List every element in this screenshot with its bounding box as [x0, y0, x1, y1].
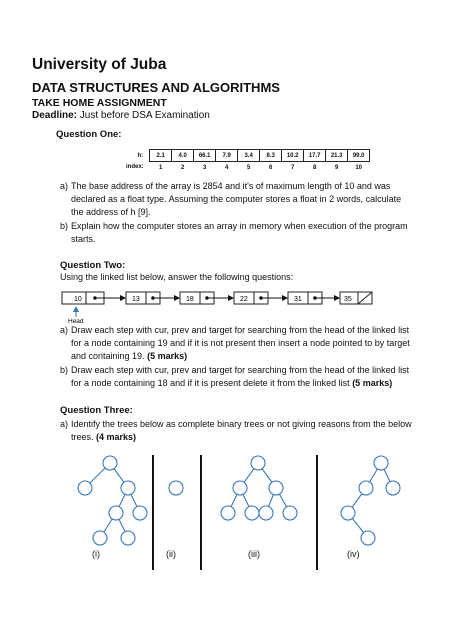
tree-label-iv: (iv): [347, 549, 360, 559]
tree-iii: [221, 456, 297, 520]
part-label: b): [60, 221, 69, 231]
part-marks: (4 marks): [96, 432, 137, 442]
index-cell: 7: [291, 164, 295, 171]
array-cell: 7.9: [216, 150, 238, 162]
part-label: b): [60, 365, 69, 375]
node-4: [234, 292, 268, 304]
tree-label-i: (i): [92, 549, 100, 559]
q1-title: Question One:: [56, 129, 122, 140]
tree-label-ii: (ii): [166, 549, 176, 559]
part-text: Draw each step with cur, prev and target for searching from the head of the linked list for a node containing 19 and if it is not present then insert a node pointed to by target and containing 19.: [71, 325, 410, 361]
node-value: 35: [344, 296, 352, 303]
course-title: DATA STRUCTURES AND ALGORITHMS: [32, 80, 280, 95]
tree-ii: [169, 481, 183, 495]
head-label: Head: [68, 318, 84, 325]
index-label: index:: [126, 164, 144, 171]
part-text: Draw each step with cur, prev and target for searching from the head of the linked list for a node containing 18 and if it is present delete it from the linked list: [71, 365, 410, 388]
q3-part-a: [60, 418, 415, 444]
index-cell: 4: [225, 164, 229, 171]
node-value: 10: [74, 296, 82, 303]
array-cell: 8.3: [260, 150, 282, 162]
deadline-label: Deadline:: [32, 110, 78, 121]
tree-label-iii: (iii): [248, 549, 260, 559]
part-label: a): [60, 181, 69, 191]
index-cell: 5: [247, 164, 251, 171]
array-cell: 10.2: [282, 150, 304, 162]
node-value: 31: [294, 296, 302, 303]
array-cell: 99.0: [348, 150, 370, 162]
assignment-title: TAKE HOME ASSIGNMENT: [32, 97, 167, 109]
index-cell: 6: [269, 164, 273, 171]
node-6: [340, 292, 372, 304]
part-marks: (5 marks): [352, 378, 393, 388]
tree-i: [78, 456, 147, 545]
array-cell: 2.1: [150, 150, 172, 162]
node-value: 22: [240, 296, 248, 303]
index-cell: 8: [313, 164, 317, 171]
index-cell: 3: [203, 164, 207, 171]
array-cell: 3.4: [238, 150, 260, 162]
part-label: a): [60, 419, 69, 429]
q3-title: Question Three:: [60, 405, 133, 416]
array-cell: 17.7: [304, 150, 326, 162]
array-label: h:: [137, 152, 144, 159]
part-text: Identify the trees below as complete binary trees or not giving reasons from the below trees.: [71, 419, 412, 442]
q2-part-a: [60, 324, 415, 363]
index-cell: 2: [181, 164, 185, 171]
index-cell: 10: [355, 164, 363, 171]
q2-intro: Using the linked list below, answer the following questions:: [60, 272, 294, 282]
part-text: Explain how the computer stores an array in memory when execution of the program starts.: [71, 221, 408, 244]
node-value: 13: [132, 296, 140, 303]
part-marks: (5 marks): [147, 351, 188, 361]
index-cell: 9: [335, 164, 339, 171]
null-pointer: [358, 292, 372, 304]
part-label: a): [60, 325, 69, 335]
university-title: University of Juba: [32, 56, 167, 73]
node-2: [126, 292, 160, 304]
index-cell: 1: [159, 164, 163, 171]
part-text: The base address of the array is 2854 and it's of maximum length of 10 and was declared as a float type. Assuming the computer stores a float in 2 words, calculate the address of h [9].: [71, 181, 402, 217]
tree-iv: [341, 456, 400, 545]
q2-part-b: [60, 364, 415, 390]
array-cell: 4.0: [172, 150, 194, 162]
node-3: [180, 292, 214, 304]
deadline-value: Just before DSA Examination: [77, 110, 210, 121]
q2-title: Question Two:: [60, 260, 126, 271]
array-cell: 66.1: [194, 150, 216, 162]
node-value: 18: [186, 296, 194, 303]
node-5: [288, 292, 322, 304]
array-cell: 21.3: [326, 150, 348, 162]
